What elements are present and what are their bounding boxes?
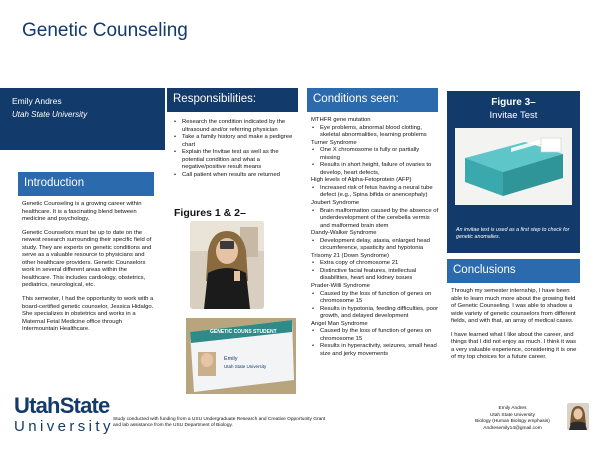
invitae-kit-image [455, 128, 572, 205]
intro-paragraph: Genetic Counselors must be up to date on the newest research surrounding their specific field of study. They are experts on genetic conditions and serve as a valuable resource to physicians and other healthcare providers. Genetic Counselors work in several different areas within the healthcare. This includes cardiology, obstetrics, pediatrics, neurological, etc. [22, 229, 152, 289]
condition-name: Joubert Syndrome [311, 200, 360, 207]
condition-detail: • Results in hyperactivity, seizures, small head size and jerky movements [311, 343, 439, 358]
logo-line-2: University [14, 418, 114, 435]
contact-major: Biology (Human Biology emphasis) [475, 419, 550, 425]
condition-name: Turner Syndrome [311, 139, 357, 146]
introduction-body [22, 201, 154, 340]
badge-school: Utah State University [224, 364, 267, 369]
responsibility-item: • Take a family history and make a pedigree chart [173, 134, 297, 149]
responsibility-item: • Research the condition indicated by the ultrasound and/or referring physician [173, 119, 297, 134]
condition-detail: • Results in short height, failure of ovaries to develop, heart defects, [311, 162, 439, 177]
author-avatar [567, 403, 589, 430]
author-box [0, 88, 165, 150]
intro-paragraph: Genetic Counseling is a growing career within healthcare. It is a fascinating blend between medicine and psychology. [22, 201, 142, 223]
condition-detail: • Brain malformation caused by the absence of underdevelopment of the cerebella vermis and malformed brain stem [311, 208, 439, 231]
intro-paragraph: This semester, I had the opportunity to work with a board-certified genetic counselor, Jessica Hidalgo. She specializes in obstetrics and works in a Maternal Fetal Medicine office through Intermountain Healthcare. [22, 296, 154, 333]
badge-name: Emily [224, 356, 238, 362]
condition-detail: • Eye problems, abnormal blood clotting, skeletal abnormalities, learning problems [311, 125, 439, 140]
conditions-list [311, 117, 439, 359]
condition-name: High levels of Alpha-Fetoprotein (AFP) [311, 177, 412, 184]
logo-line-1: UtahState [14, 393, 110, 418]
introduction-heading: Introduction [18, 172, 154, 196]
contact-email: Andresemily14@gmail.com [483, 426, 542, 432]
figure-3-subtitle: Invitae Test [489, 110, 538, 121]
conclusions-body [451, 288, 579, 368]
condition-detail: • Distinctive facial features, intellectual disabilities, heart and kidney issues [311, 268, 439, 283]
condition-name: Prader-Willi Syndrome [311, 283, 370, 290]
poster-title: Genetic Counseling [22, 20, 188, 41]
author-name: Emily Andres [12, 96, 62, 106]
condition-detail: • Increased risk of fetus having a neural tube defect (e.g., Spina bifida or anencephaly) [311, 185, 439, 200]
condition-detail: • Caused by the loss of function of genes on chromosome 15 [311, 291, 439, 306]
condition-name: Angel Man Syndrome [311, 320, 368, 327]
condition-detail: • Extra copy of chromosome 21 [311, 260, 439, 268]
conclusions-heading: Conclusions [447, 259, 580, 283]
condition-detail: • Development delay, ataxia, enlarged head circumference, spasticity and hypotonia [311, 238, 439, 253]
condition-name: Dandy-Walker Syndrome [311, 230, 377, 237]
figure-3-panel [447, 91, 580, 253]
responsibility-item: • Call patient when results are returned [173, 172, 297, 180]
figure-3-title: Figure 3– [491, 97, 536, 108]
contact-name: Emily Andres [498, 406, 527, 411]
figure-1-selfie-photo [190, 221, 264, 309]
responsibilities-heading: Responsibilities: [167, 88, 298, 112]
condition-detail: • One X chromosome is fully or partially missing [311, 147, 439, 162]
conclusion-paragraph: I have learned what I like about the career, and things that I did not enjoy as much. I think it was a very valuable experience, considering it is one of my top choices for a future career. [451, 331, 577, 361]
figure-3-caption: An invitae test is used as a first step to check for genetic anomalies. [456, 227, 570, 240]
figure-2-badge-photo [186, 318, 296, 394]
funding-note: Study conducted with funding from a USU Undergraduate Research and Creative Opportunity Grant and lab assistance from the USU Department of Biology. [113, 417, 326, 429]
badge-header: GENETIC COUNS STUDENT [210, 329, 277, 335]
responsibilities-list [173, 119, 297, 179]
contact-school: Utah State University [489, 412, 536, 418]
condition-name: MTHFR gene mutation [311, 117, 371, 123]
author-affiliation: Utah State University [12, 110, 88, 119]
condition-name: Trisomy 21 (Down Syndrome) [311, 252, 390, 259]
condition-detail: • Results in hypotonia, feeding difficulties, poor growth, and delayed development [311, 306, 439, 321]
conclusion-paragraph: Through my semester internship, I have been able to learn much more about the growing field of Genetic Counseling. I was able to shadow a wide variety of genetic counselors from different fields, and with that, an array of medical cases. [451, 288, 576, 325]
contact-block [461, 406, 564, 433]
condition-detail: • Caused by the loss of function of genes on chromosome 15 [311, 328, 439, 343]
conditions-heading: Conditions seen: [307, 88, 438, 112]
responsibility-item: • Explain the Invitae test as well as the potential condition and what a negative/positive result means [173, 149, 297, 172]
figures-1-2-title: Figures 1 & 2– [174, 207, 246, 219]
